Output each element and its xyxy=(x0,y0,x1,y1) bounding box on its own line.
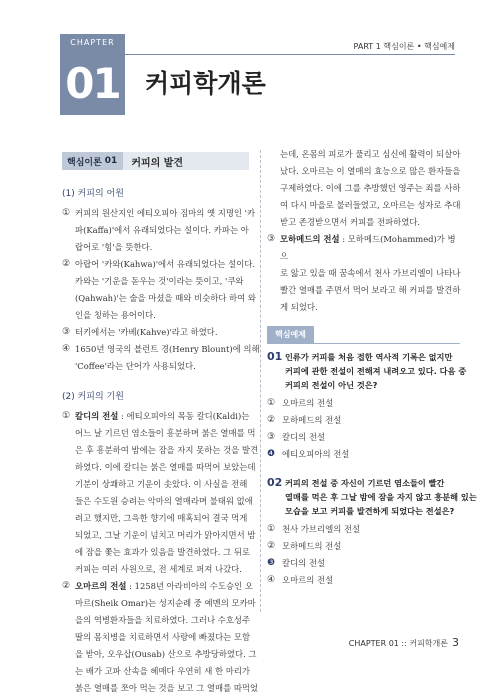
chapter-badge xyxy=(60,34,125,115)
text-line: : 에티오피아의 목동 칼디(Kaldi)는 xyxy=(118,411,250,421)
text-line: 을의 역병환자들을 치료하였다. 그러나 수호성주 xyxy=(75,615,251,625)
left-column xyxy=(62,180,260,697)
text-line: : 1258년 아라비아의 수도승인 오 xyxy=(126,581,253,591)
text-line: 게 되었다. xyxy=(280,302,318,312)
question-line: 커피의 전설 중 자신이 기르던 염소들이 빨간 xyxy=(285,478,445,488)
text-line: 'Coffee'라는 단어가 사용되었다. xyxy=(75,361,196,371)
column-divider xyxy=(260,150,261,612)
text-line: 려고 했지만, 그윽한 향기에 매혹되어 결국 먹게 xyxy=(75,513,248,523)
option-marker: ③ xyxy=(267,432,276,442)
text-line: 하였다. 이에 칼디는 붉은 열매를 따먹어 보았는데 xyxy=(75,462,256,472)
question-number: 01 xyxy=(267,350,283,363)
section-number: 01 xyxy=(104,156,118,166)
text-line: 어느 날 기르던 염소들이 흥분하며 붉은 열매를 먹 xyxy=(75,428,256,438)
option-text: 오마르의 전설 xyxy=(282,398,334,408)
answer-option xyxy=(267,522,460,537)
core-example-rule xyxy=(267,343,460,344)
question-line: 커피에 관한 전설이 전해져 내려오고 있다. 다음 중 xyxy=(285,366,467,376)
question-line: 열매를 먹은 후 그날 밤에 잠을 자지 않고 흥분해 있는 xyxy=(285,492,477,502)
text-line: 마르(Sheik Omar)는 성지순례 중 예멘의 모카마 xyxy=(75,598,256,608)
section-title: 커피의 발견 xyxy=(131,157,184,169)
text-line: 랍어로 '힘'을 뜻한다. xyxy=(75,242,153,252)
question-2 xyxy=(267,476,477,518)
option-text: 모하메드의 전설 xyxy=(282,541,342,551)
option-text: 천사 가브리엘의 전설 xyxy=(282,524,361,534)
list-item xyxy=(62,408,259,578)
text-line: 되었고, 그날 기운이 넘치고 머리가 맑아지면서 밤 xyxy=(75,530,256,540)
legend-name: 칼디의 전설 xyxy=(75,411,119,421)
page-footer xyxy=(349,636,459,649)
text-line: 을 받아, 오우삽(Ousab) 산으로 추방당하였다. 그 xyxy=(75,649,257,659)
text-line: 여 다시 마을로 불러들였고, 오마르는 성자로 추대 xyxy=(280,200,461,210)
list-item xyxy=(62,578,259,697)
header-rule xyxy=(125,54,455,55)
chapter-number: 01 xyxy=(65,59,120,108)
list-item-continued xyxy=(267,146,460,231)
list-marker: ② xyxy=(62,259,71,269)
text-line: 는 배가 고파 산속을 헤매다 우연히 새 한 마리가 xyxy=(75,666,251,676)
option-marker: ② xyxy=(267,541,276,551)
list-marker: ③ xyxy=(267,234,276,244)
text-line: 붉은 열매를 쪼아 먹는 것을 보고 그 열매를 따먹었 xyxy=(75,683,259,693)
option-text: 오마르의 전설 xyxy=(282,575,334,585)
text-line: 로 앓고 있을 때 꿈속에서 천사 가브리엘이 나타나 xyxy=(280,268,461,278)
list-item xyxy=(267,231,460,316)
text-line: : 모하메드(Mohammed)가 병으 xyxy=(280,234,456,261)
footer-label: CHAPTER 01 :: 커피학개론 xyxy=(348,639,448,648)
option-text: 칼디의 전설 xyxy=(282,558,326,568)
question-line: 인류가 커피를 처음 접한 역사적 기록은 없지만 xyxy=(285,352,453,362)
list-marker: ① xyxy=(62,208,71,218)
option-marker: ④ xyxy=(267,575,276,585)
text-line: 구제하였다. 이에 그를 추방했던 영주는 죄를 사하 xyxy=(280,183,461,193)
list-item xyxy=(62,256,254,324)
text-line: 받고 존경받으면서 커피를 전파하였다. xyxy=(280,217,421,227)
text-line: 파(Kaffa)'에서 유래되었다는 설이다. 카파는 아 xyxy=(75,225,249,235)
text-line: 커피는 여러 사원으로, 전 세계로 퍼져 나갔다. xyxy=(75,564,242,574)
chapter-label: CHAPTER xyxy=(70,38,115,47)
list-marker: ③ xyxy=(62,327,71,337)
text-line: 카와는 '기운을 돋우는 것'이라는 뜻이고, '쿠와 xyxy=(75,276,244,286)
option-marker: ① xyxy=(267,398,276,408)
list-marker: ② xyxy=(62,581,71,591)
option-marker: ② xyxy=(267,415,276,425)
option-marker: ❸ xyxy=(267,558,276,568)
list-item xyxy=(62,324,254,341)
text-line: 났다. 오마르는 이 열매의 효능으로 많은 환자들을 xyxy=(280,166,461,176)
option-text: 칼디의 전설 xyxy=(282,432,326,442)
text-line: 기분이 상쾌하고 기운이 솟았다. 이 사실을 전해 xyxy=(75,479,248,489)
list-item xyxy=(62,341,260,375)
text-line: 은 후 흥분하여 밤에는 잠을 자지 못하는 것을 발견 xyxy=(75,445,259,455)
answer-option-correct xyxy=(267,447,460,462)
question-1 xyxy=(267,350,467,392)
text-line: 커피의 원산지인 에티오피아 짐마의 옛 지명인 '카 xyxy=(75,208,256,218)
text-line: 딸의 몸치병을 치료하면서 사랑에 빠졌다는 모함 xyxy=(75,632,251,642)
question-line: 모습을 보고 커피를 발견하게 되었다는 전설은? xyxy=(285,506,455,516)
text-line: 들은 수도원 승려는 악마의 열매라며 불태워 없애 xyxy=(75,496,253,506)
legend-name: 모하메드의 전설 xyxy=(280,234,340,244)
answer-option xyxy=(267,413,460,428)
subheading-origin: (1) 커피의 어원 xyxy=(62,189,124,199)
question-line: 커피의 전설이 아닌 것은? xyxy=(285,380,378,390)
answer-option xyxy=(267,396,460,411)
text-line: 인을 칭하는 용어이다. xyxy=(75,310,156,320)
list-marker: ① xyxy=(62,411,71,421)
core-example-tag: 핵심예제 xyxy=(267,326,314,343)
text-line: 1650년 영국의 블런트 경(Henry Blount)에 의해 xyxy=(75,344,260,354)
text-line: 아랍어 '카와(Kahwa)'에서 유래되었다는 설이다. xyxy=(75,259,256,269)
text-line: 에 잠을 쫓는 효과가 있음을 발견하였다. 그 뒤로 xyxy=(75,547,251,557)
list-marker: ④ xyxy=(62,344,71,354)
question-1-options xyxy=(267,396,460,462)
chapter-title: 커피학개론 xyxy=(145,69,266,98)
list-item xyxy=(62,205,254,256)
subheading-origin-story: (2) 커피의 기원 xyxy=(62,392,124,402)
question-number: 02 xyxy=(267,476,283,489)
option-text: 에티오피아의 전설 xyxy=(282,449,350,459)
section-key: 핵심이론 xyxy=(67,157,102,168)
section-heading xyxy=(62,152,249,170)
page-number: 3 xyxy=(452,636,459,649)
text-line: 빨간 열매를 주면서 먹어 보라고 해 커피를 발견하 xyxy=(280,285,461,295)
section-key-box xyxy=(62,152,123,170)
part-label: PART 1 핵심이론 • 핵심예제 xyxy=(353,42,455,51)
text-line: 터키에서는 '카베(Kahve)'라고 하였다. xyxy=(75,327,218,337)
text-line: 는데, 온몸의 피로가 풀리고 심신에 활력이 되살아 xyxy=(280,149,461,159)
option-marker: ❹ xyxy=(267,449,276,459)
right-column xyxy=(267,146,477,588)
option-text: 모하메드의 전설 xyxy=(282,415,342,425)
answer-option-correct xyxy=(267,556,460,571)
answer-option xyxy=(267,573,460,588)
option-marker: ① xyxy=(267,524,276,534)
legend-name: 오마르의 전설 xyxy=(75,581,127,591)
text-line: (Qahwah)'는 술을 마셨을 때와 비슷하다 하여 와 xyxy=(75,293,256,303)
answer-option xyxy=(267,539,460,554)
question-2-options xyxy=(267,522,460,588)
answer-option xyxy=(267,430,460,445)
